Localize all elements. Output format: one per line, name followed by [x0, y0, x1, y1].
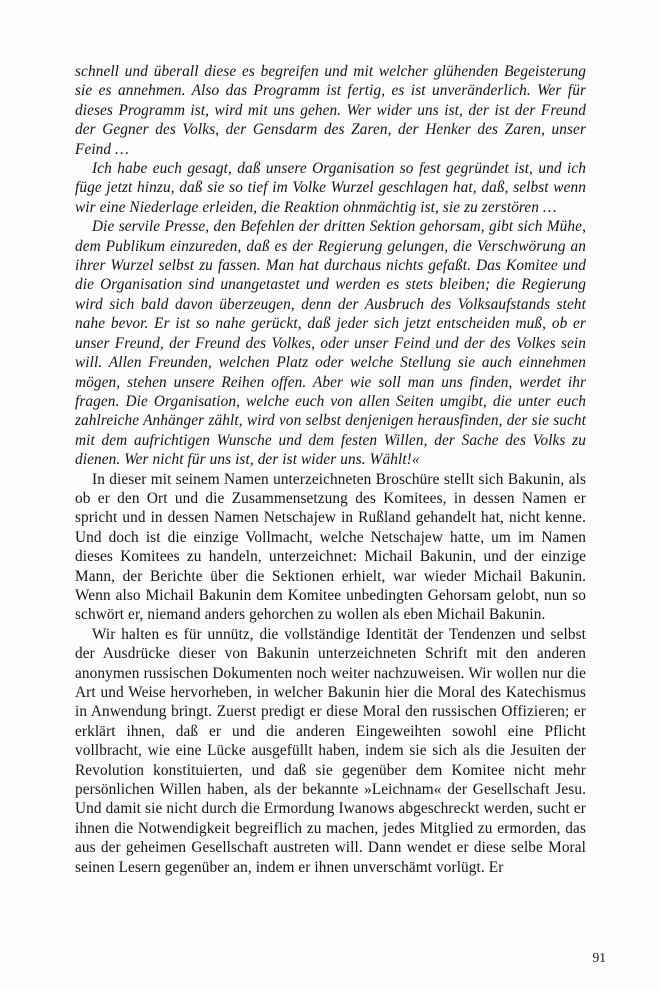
- paragraph-quote: Die servile Presse, den Befehlen der dritten Sektion gehorsam, gibt sich Mühe, dem Publikum einzureden, daß es der Regierung gelungen, die Verschwörung an ihrer Wurzel selbst zu fassen. Man hat durchaus nichts gefaßt. Das Komitee und die Organisation sind unangetastet und werden es stets bleiben; die Regierung wird sich bald davon überzeugen, denn der Ausbruch des Volksaufstands steht nahe bevor. Er ist so nahe gerückt, daß jeder sich jetzt entscheiden muß, ob er unser Freund, der Freund des Volkes, oder unser Feind und der des Volkes sein will. Allen Freunden, welchen Platz oder welche Stellung sie auch einnehmen mögen, stehen unsere Reihen offen. Aber wie soll man uns finden, werdet ihr fragen. Die Organisation, welche euch von allen Seiten umgibt, die unter euch zahlreiche Anhänger zählt, wird von selbst denjenigen herausfinden, der sie sucht mit dem aufrichtigen Wunsche und dem festen Willen, der Sache des Volks zu dienen. Wer nicht für uns ist, der ist wider uns. Wählt!«: [75, 218, 586, 469]
- paragraph-body: In dieser mit seinem Namen unterzeichneten Broschüre stellt sich Bakunin, als ob er den Ort und die Zusammensetzung des Komitees, in dessen Namen er spricht und in dessen Namen Netschajew in Rußland gehandelt hat, nicht kenne. Und doch ist die einzige Vollmacht, welche Netschajew hatte, um im Namen dieses Komitees zu handeln, unterzeichnet: Michail Bakunin, und der einzige Mann, der Berichte über die Sektionen erhielt, war wieder Michail Bakunin. Wenn also Michail Bakunin dem Komitee unbedingten Gehorsam gelobt, nun so schwört er, niemand anders gehorchen zu wollen als eben Michail Bakunin.: [75, 470, 586, 624]
- paragraph-quote: Ich habe euch gesagt, daß unsere Organisation so fest gegründet ist, und ich füge jetzt hinzu, daß sie so tief im Volke Wurzel geschlagen hat, daß, selbst wenn wir eine Niederlage erleiden, die Reaktion ohnmächtig ist, sie zu zerstören …: [75, 160, 586, 216]
- paragraph-quote-continuation: schnell und überall diese es begreifen und mit welcher glühenden Begeisterung sie es annehmen. Also das Programm ist fertig, es ist unveränderlich. Wer für dieses Programm ist, wird mit uns gehen. Wer wider uns ist, der ist der Freund der Gegner des Volks, der Gensdarm des Zaren, der Henker des Zaren, unser Feind …: [75, 63, 586, 158]
- page-number: 91: [592, 950, 606, 965]
- paragraph-body: Wir halten es für unnütz, die vollständige Identität der Tendenzen und selbst der Ausdrücke dieser von Bakunin unterzeichneten Schrift mit den anderen anonymen russischen Dokumenten noch weiter nachzuweisen. Wir wollen nur die Art und Weise hervorheben, in welcher Bakunin hier die Moral des Katechismus in Anwendung bringt. Zuerst predigt er diese Moral den russischen Offizieren; er erklärt ihnen, daß er und die anderen Eingeweihten sowohl eine Pflicht vollbracht, wie eine Lücke ausgefüllt haben, indem sie sich als die Jesuiten der Revolution konstituierten, und daß sie gegenüber dem Komitee nicht mehr persönlichen Willen haben, als der bekannte »Leichnam« der Gesellschaft Jesu. Und damit sie nicht durch die Ermordung Iwanows abgeschreckt werden, sucht er ihnen die Notwendigkeit begreiflich zu machen, jedes Mitglied zu ermorden, das aus der geheimen Gesellschaft austreten will. Dann wendet er diese selbe Moral seinen Lesern gegenüber an, indem er ihnen unverschämt vorlügt. Er: [75, 625, 586, 876]
- text-block: [75, 62, 586, 877]
